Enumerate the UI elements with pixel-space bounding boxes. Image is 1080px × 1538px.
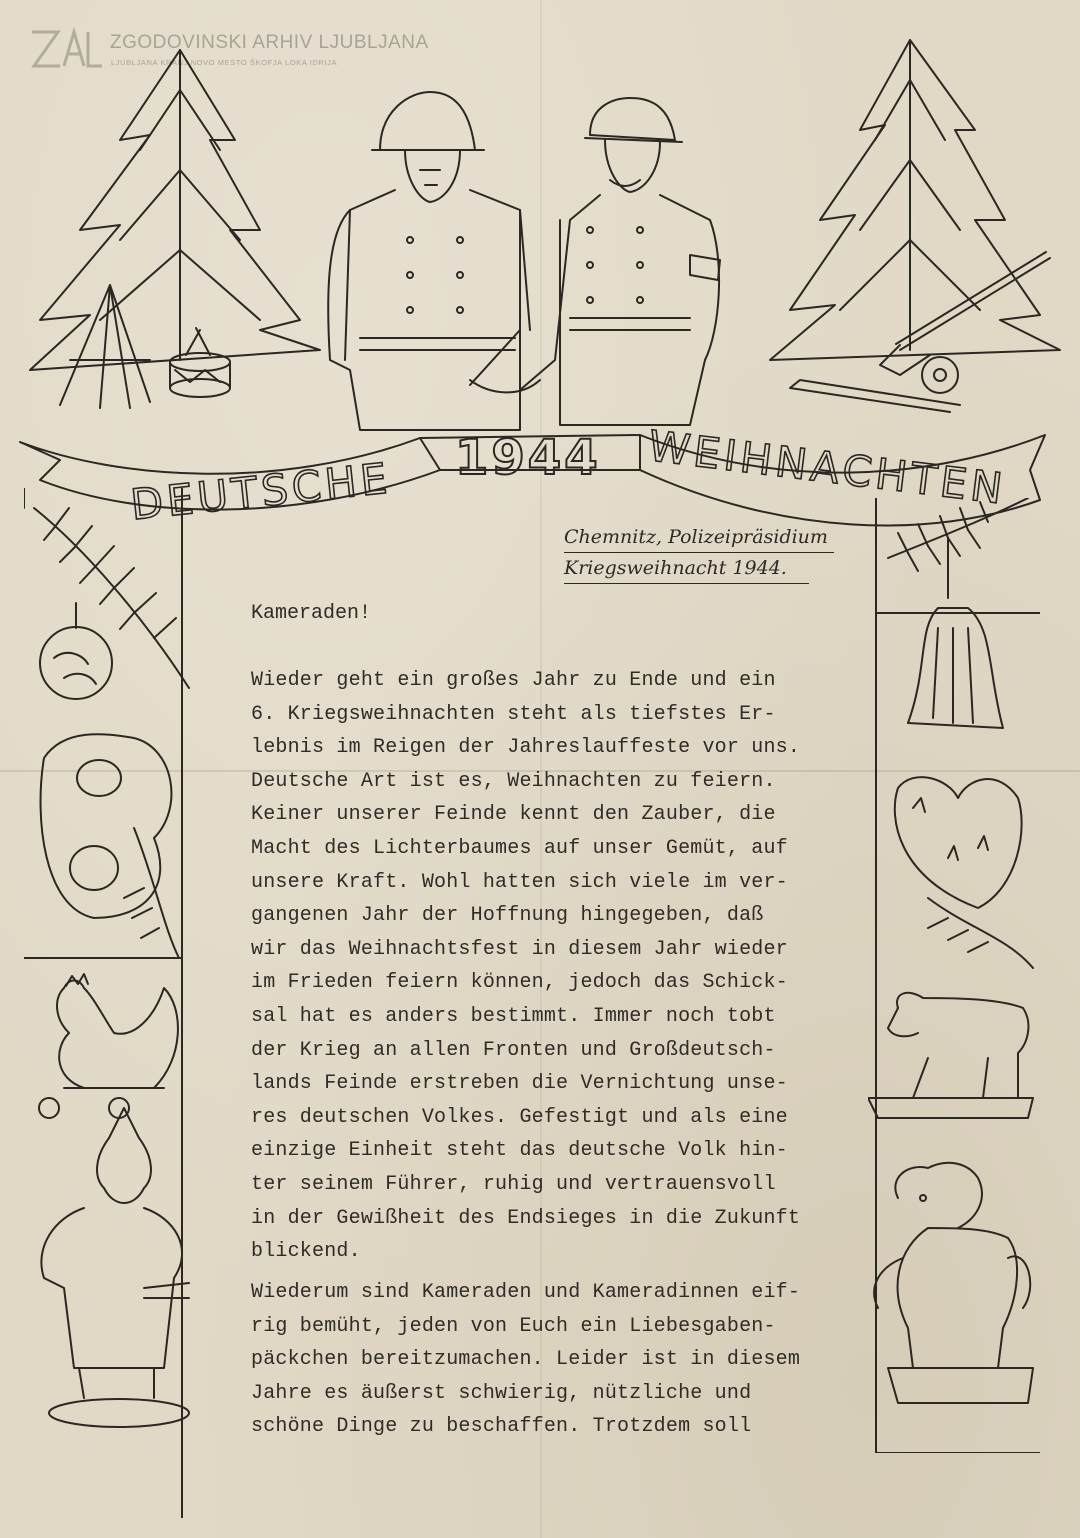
text-line: lebnis im Reigen der Jahreslauffeste vor uns. [251, 736, 801, 760]
banner-left-word: DEUTSCHE [128, 453, 394, 530]
rooster-toy-icon [39, 974, 178, 1118]
text-line: im Frieden feiern können, jedoch das Schick- [251, 971, 788, 995]
place-line: Chemnitz, Polizeipräsidium [564, 522, 834, 553]
text-line: unsere Kraft. Wohl hatten sich viele im ver- [251, 870, 788, 894]
right-fir-tree-icon [770, 40, 1060, 360]
pretzel-cookie-icon [41, 734, 179, 958]
text-line: res deutschen Volkes. Gefestigt und als eine [251, 1105, 788, 1129]
text-line: einzige Einheit steht das deutsche Volk hin- [251, 1139, 788, 1163]
archive-locations: LJUBLJANA KRANJ NOVO MESTO ŠKOFJA LOKA IDRIJA [111, 58, 338, 67]
left-decorative-border [24, 488, 194, 1518]
text-line: gangenen Jahr der Hoffnung hingegeben, daß [251, 904, 764, 928]
heart-cookie-icon [895, 777, 1033, 968]
archive-name: ZGODOVINSKI ARHIV LJUBLJANA [110, 32, 429, 53]
text-line: wir das Weihnachtsfest in diesem Jahr wieder [251, 937, 788, 961]
text-line: schöne Dinge zu beschaffen. Trotzdem soll [251, 1415, 752, 1439]
banner-year: 1944 [455, 430, 601, 486]
text-line: Macht des Lichterbaumes auf unser Gemüt, auf [251, 836, 788, 860]
text-line: Wieder geht ein großes Jahr zu Ende und ein [251, 669, 776, 692]
header-illustration [0, 30, 1080, 530]
text-line: rig bemüht, jeden von Euch ein Liebesgaben- [251, 1314, 776, 1338]
machine-gun-icon [790, 252, 1050, 412]
text-line: Deutsche Art ist es, Weihnachten zu feiern. [251, 769, 776, 793]
letter-paragraph-2 [251, 1276, 800, 1444]
place-date-header [564, 522, 834, 584]
text-line: sal hat es anders bestimmt. Immer noch tobt [251, 1004, 776, 1028]
text-line: in der Gewißheit des Endsieges in die Zukunft [251, 1206, 801, 1230]
text-line: der Krieg an allen Fronten und Großdeutsch- [251, 1038, 776, 1062]
rifle-stack-icon [60, 285, 150, 408]
text-line: päckchen bereitzumachen. Leider ist in diesem [251, 1348, 801, 1372]
text-line: Wiederum sind Kameraden und Kameradinnen eif- [251, 1281, 801, 1304]
nutcracker-figure-icon [41, 1108, 189, 1427]
right-decorative-border [868, 498, 1040, 1453]
text-line: lands Feinde erstreben die Vernichtung unse- [251, 1072, 788, 1096]
left-fir-tree-icon [30, 50, 320, 370]
text-line: 6. Kriegsweihnachten steht als tiefstes Er- [251, 702, 776, 726]
letter-paragraph-1 [251, 664, 800, 1269]
teddy-bear-icon [874, 1163, 1033, 1403]
date-line: Kriegsweihnacht 1944. [564, 553, 809, 584]
letter-greeting: Kameraden! [251, 602, 372, 625]
left-soldier-icon [328, 92, 530, 430]
banner-right-word: WEIHNACHTEN [645, 421, 1009, 514]
text-line: Keiner unserer Feinde kennt den Zauber, die [251, 803, 776, 827]
text-line: blickend. [251, 1240, 361, 1264]
text-line: ter seinem Führer, ruhig und vertrauensvoll [251, 1172, 776, 1196]
lamb-figure-icon [868, 993, 1033, 1118]
right-soldier-icon [470, 98, 720, 425]
fir-branch-ornament-icon [34, 508, 189, 699]
text-line: Jahre es äußerst schwierig, nützliche und [251, 1381, 752, 1405]
